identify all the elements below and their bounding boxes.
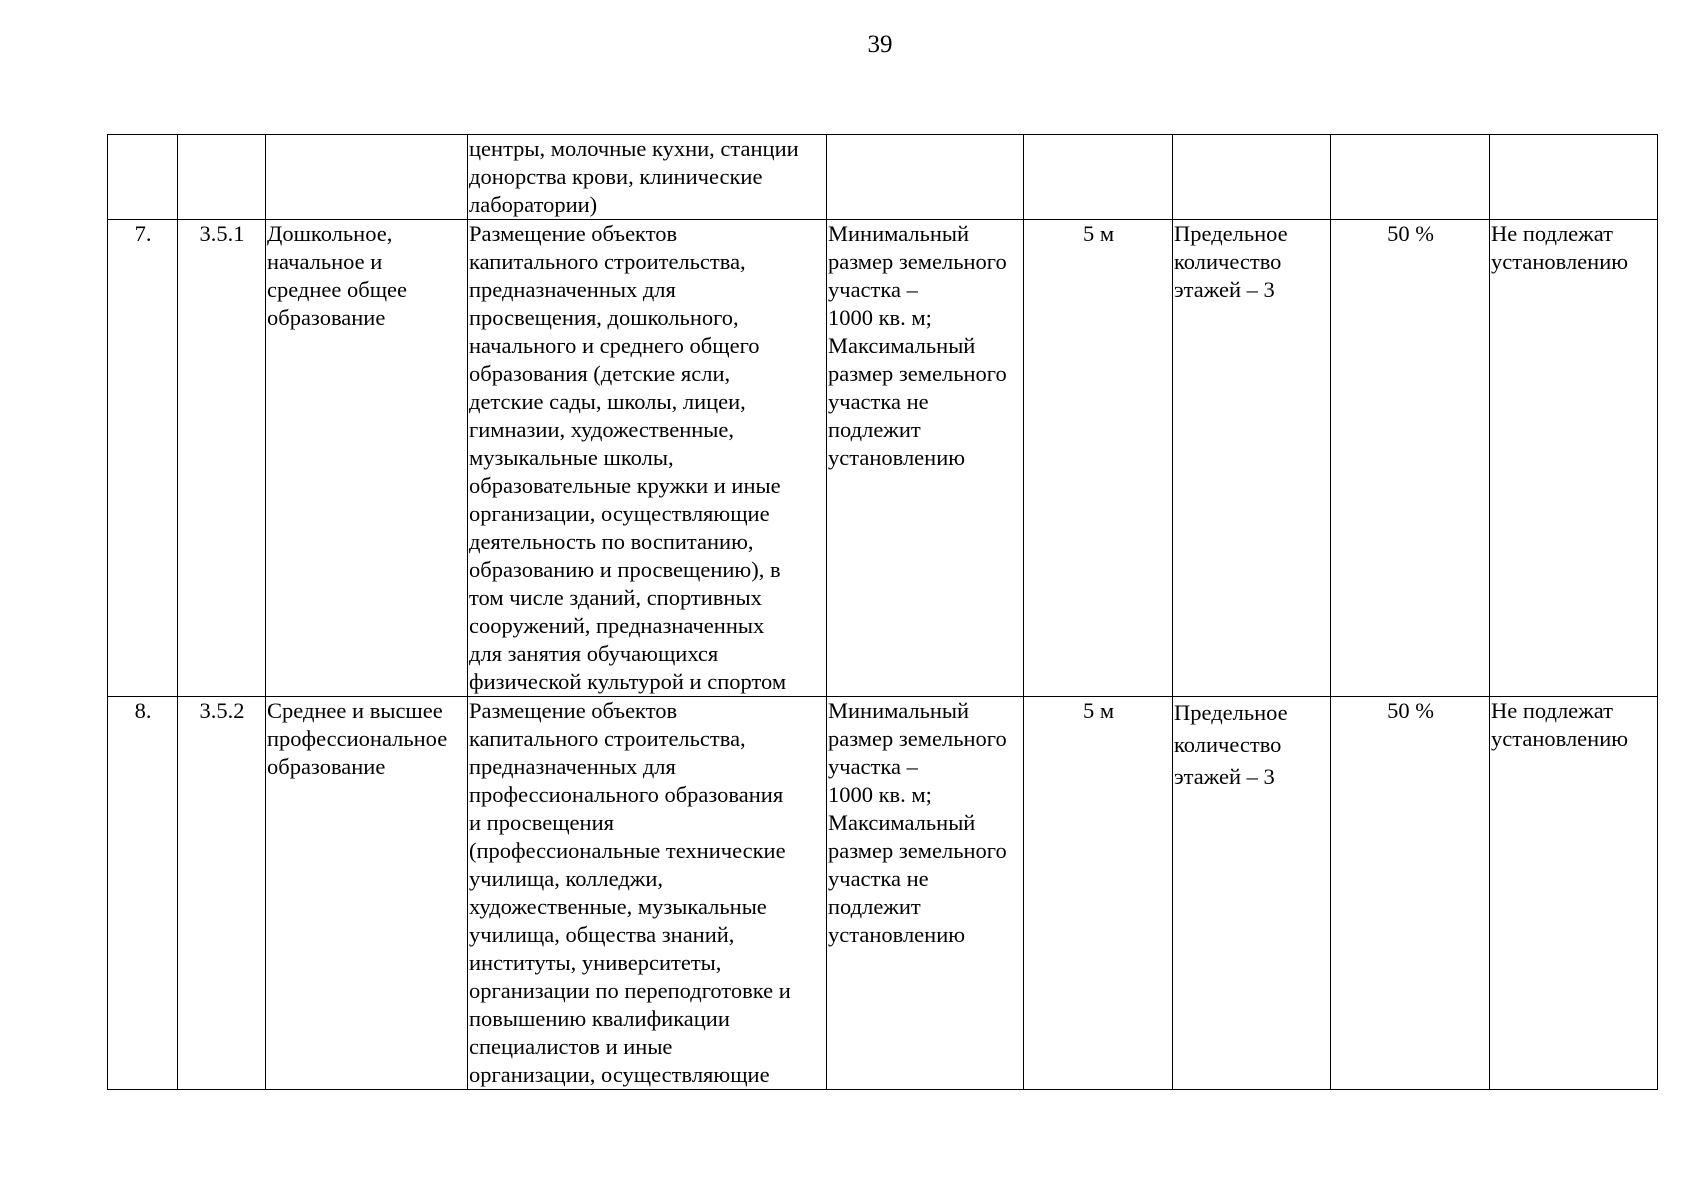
row-number: 7. [134, 221, 152, 246]
other-params-cell [1490, 220, 1658, 697]
plot-size-cell [827, 697, 1024, 1090]
row-number-cell [108, 697, 178, 1090]
setback: 5 м [1082, 221, 1115, 246]
use-name: Среднее и высшее профессиональное образование [267, 698, 448, 779]
floors-cell [1173, 697, 1331, 1090]
use-code-cell [178, 135, 266, 220]
setback-cell [1024, 697, 1173, 1090]
use-description-cell [468, 220, 827, 697]
use-description: Размещение объектов капитального строительства, предназначенных для просвещения, дошкольного, начального и среднего общего образования (детские ясли, детские сады, школы, лицеи, гимназии, художественные, музыкальные школы, образовательные кружки и иные организации, осуществляющие деятельность по воспитанию, образованию и просвещению), в том числе зданий, спортивных сооружений, предназначенных для занятия обучающихся физической культурой и спортом [469, 221, 787, 694]
row-number-cell [108, 220, 178, 697]
coverage-percent: 50 % [1387, 221, 1434, 246]
plot-size-cell [827, 220, 1024, 697]
setback-cell [1024, 220, 1173, 697]
floors-cell [1173, 135, 1331, 220]
table-row [108, 220, 1658, 697]
use-description: центры, молочные кухни, станции донорства крови, клинические лаборатории) [469, 136, 799, 217]
other-params: Не подлежат установлению [1491, 221, 1629, 274]
table-row [108, 697, 1658, 1090]
use-code-cell [178, 220, 266, 697]
row-number: 8. [134, 698, 152, 723]
other-params-cell [1490, 135, 1658, 220]
use-code: 3.5.1 [199, 221, 245, 246]
plot-size: Минимальный размер земельного участка – 1000 кв. м; Максимальный размер земельного участка не подлежит установлению [828, 221, 1007, 470]
setback-cell [1024, 135, 1173, 220]
coverage-percent: 50 % [1387, 698, 1434, 723]
page-number: 39 [867, 31, 893, 58]
floors-limit: Предельное количество этажей – 3 [1174, 700, 1288, 789]
coverage-cell [1331, 135, 1490, 220]
use-name-cell [266, 220, 468, 697]
use-description: Размещение объектов капитального строительства, предназначенных для профессионального образования и просвещения (профессиональные технические училища, колледжи, художественные, музыкальные училища, общества знаний, институты, университеты, организации по переподготовке и повышению квалификации специалистов и иные организации, осуществляющие [469, 698, 791, 1087]
use-description-cell [468, 697, 827, 1090]
use-description-cell [468, 135, 827, 220]
floors-limit: Предельное количество этажей – 3 [1174, 221, 1288, 302]
land-use-table [107, 134, 1658, 1090]
use-name-cell [266, 697, 468, 1090]
row-number-cell [108, 135, 178, 220]
floors-cell [1173, 220, 1331, 697]
table-row [108, 135, 1658, 220]
setback: 5 м [1082, 698, 1115, 723]
other-params-cell [1490, 697, 1658, 1090]
use-code: 3.5.2 [199, 698, 245, 723]
coverage-cell [1331, 220, 1490, 697]
other-params: Не подлежат установлению [1491, 698, 1629, 751]
use-name: Дошкольное, начальное и среднее общее образование [267, 221, 408, 330]
plot-size-cell [827, 135, 1024, 220]
use-name-cell [266, 135, 468, 220]
use-code-cell [178, 697, 266, 1090]
plot-size: Минимальный размер земельного участка – 1000 кв. м; Максимальный размер земельного участка не подлежит установлению [828, 698, 1007, 947]
coverage-cell [1331, 697, 1490, 1090]
